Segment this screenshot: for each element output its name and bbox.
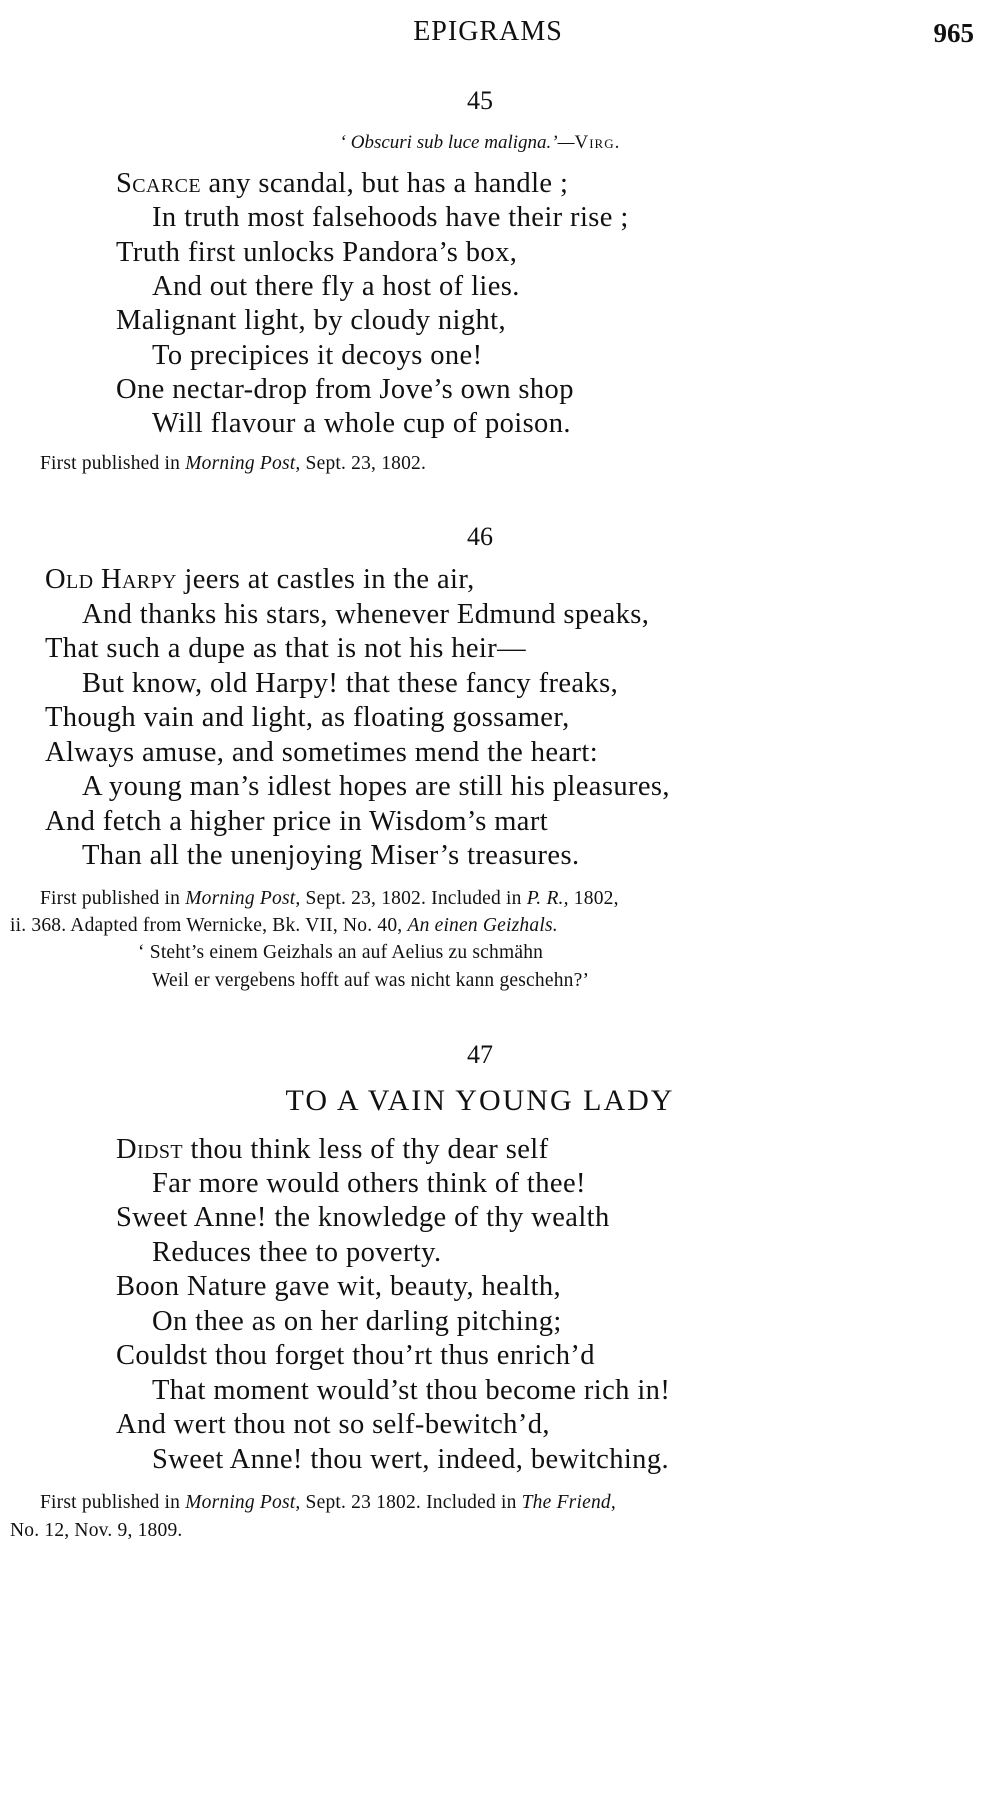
running-head: [0, 16, 1000, 56]
epigram-47-line-7: Couldst thou forget thou’rt thus enrich’d: [116, 1340, 595, 1371]
epigram-46-line-8: And fetch a higher price in Wisdom’s mart: [45, 806, 549, 837]
epigram-46-line-4: But know, old Harpy! that these fancy freaks,: [82, 668, 619, 699]
source-title: Morning Post,: [185, 1492, 301, 1513]
page-number: 965: [933, 18, 974, 48]
epigram-46-line-2: And thanks his stars, whenever Edmund speaks,: [82, 599, 650, 630]
epigram-45-line-6: To precipices it decoys one!: [152, 340, 483, 371]
source-title: P. R.,: [526, 888, 569, 909]
epigram-46-line-1: Old Harpy jeers at castles in the air,: [45, 564, 475, 595]
epigram-47-number: 47: [467, 1040, 493, 1069]
epigram-47-line-4: Reduces thee to poverty.: [152, 1237, 442, 1268]
epigram-47-line-8: That moment would’st thou become rich in!: [152, 1375, 671, 1406]
motto-text: ‘ Obscuri sub luce maligna.’—: [339, 132, 575, 153]
opening-word: Didst: [116, 1134, 184, 1165]
opening-word: Scarce: [116, 168, 201, 199]
epigram-45-line-5: Malignant light, by cloudy night,: [116, 305, 507, 336]
epigram-46-quote-line-2: Weil er vergebens hofft auf was nicht kann geschehn?’: [152, 970, 590, 991]
motto-author: Virg.: [574, 132, 621, 153]
source-title: An einen Geizhals.: [407, 915, 558, 936]
opening-word: Old Harpy: [45, 564, 177, 595]
epigram-45-line-7: One nectar-drop from Jove’s own shop: [116, 374, 574, 405]
epigram-46-line-7: A young man’s idlest hopes are still his pleasures,: [82, 771, 670, 802]
running-head-title: EPIGRAMS: [413, 16, 563, 47]
epigram-46-line-3: That such a dupe as that is not his heir—: [45, 633, 527, 664]
epigram-45-line-1: Scarce any scandal, but has a handle ;: [116, 168, 569, 199]
epigram-46-number: 46: [467, 522, 493, 551]
epigram-46-line-6: Always amuse, and sometimes mend the heart:: [45, 737, 599, 768]
epigram-45-line-8: Will flavour a whole cup of poison.: [152, 408, 571, 439]
epigram-45-line-2: In truth most falsehoods have their rise ;: [152, 202, 629, 233]
source-title: Morning Post,: [185, 888, 301, 909]
epigram-47-line-3: Sweet Anne! the knowledge of thy wealth: [116, 1202, 610, 1233]
epigram-46-line-5: Though vain and light, as floating gossamer,: [45, 702, 570, 733]
epigram-45-line-3: Truth first unlocks Pandora’s box,: [116, 237, 518, 268]
epigram-46-note-line-2: ii. 368. Adapted from Wernicke, Bk. VII, No. 40, An einen Geizhals.: [10, 915, 558, 936]
epigram-45-number: 45: [467, 86, 493, 115]
epigram-47-note-line-1: First published in Morning Post, Sept. 23 1802. Included in The Friend,: [40, 1492, 616, 1513]
epigram-46-quote-line-1: ‘ Steht’s einem Geizhals an auf Aelius zu schmähn: [138, 942, 544, 963]
source-title: Morning Post,: [185, 453, 301, 474]
epigram-45-line-4: And out there fly a host of lies.: [152, 271, 520, 302]
source-title: The Friend,: [521, 1492, 616, 1513]
epigram-47-note-line-2: No. 12, Nov. 9, 1809.: [10, 1520, 183, 1541]
epigram-45-motto: [0, 132, 960, 154]
epigram-47-line-10: Sweet Anne! thou wert, indeed, bewitching.: [152, 1444, 670, 1475]
epigram-47-line-5: Boon Nature gave wit, beauty, health,: [116, 1271, 562, 1302]
epigram-45-note: First published in Morning Post, Sept. 23, 1802.: [40, 453, 427, 474]
epigram-46-note-line-1: First published in Morning Post, Sept. 23, 1802. Included in P. R., 1802,: [40, 888, 619, 909]
epigram-47-line-9: And wert thou not so self-bewitch’d,: [116, 1409, 550, 1440]
epigram-47-line-2: Far more would others think of thee!: [152, 1168, 586, 1199]
epigram-46-line-9: Than all the unenjoying Miser’s treasures.: [82, 840, 580, 871]
epigram-47-line-1: Didst thou think less of thy dear self: [116, 1134, 549, 1165]
epigram-47-line-6: On thee as on her darling pitching;: [152, 1306, 562, 1337]
epigram-47-title: TO A VAIN YOUNG LADY: [285, 1084, 675, 1117]
